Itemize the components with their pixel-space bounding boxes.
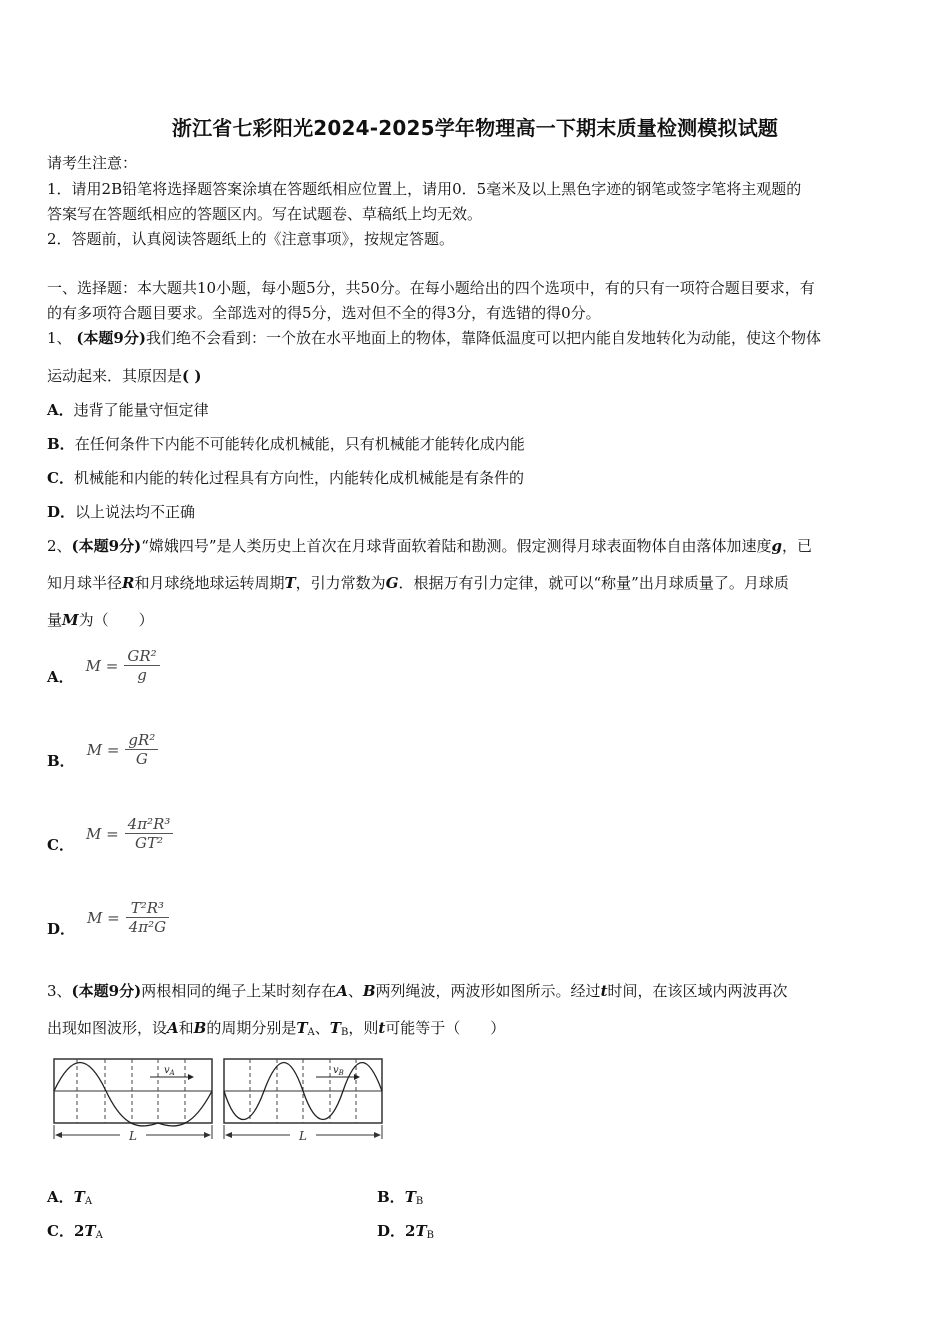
question-text: 时间，在该区域内两波再次 — [607, 982, 788, 1000]
length-label: L — [299, 1129, 307, 1143]
arrowhead — [55, 1132, 62, 1138]
option-text: 违背了能量守恒定律 — [73, 401, 209, 419]
arrowhead — [374, 1132, 381, 1138]
variable: A — [167, 1019, 179, 1037]
length-label: L — [129, 1129, 137, 1143]
velocity-label-a — [164, 1065, 175, 1077]
option-label: A． — [47, 668, 74, 686]
question-text: 两根相同的绳子上某时刻存在 — [141, 982, 337, 1000]
option-label: A． — [47, 1188, 74, 1206]
variable: t — [600, 982, 608, 1000]
question-1-stem-a — [47, 327, 821, 348]
question-2-stem-c — [47, 609, 154, 630]
velocity-symbol: v — [333, 1065, 339, 1076]
question-score: (本题9分) — [76, 329, 146, 347]
formula-fraction — [124, 647, 159, 684]
q2-option-d[interactable] — [47, 896, 169, 939]
variable: T — [284, 574, 296, 592]
variable: M — [62, 611, 79, 629]
formula-lhs: M = — [85, 656, 119, 675]
question-1-stem-b — [47, 365, 201, 386]
velocity-subscript: B — [338, 1069, 344, 1077]
option-label: D． — [47, 920, 76, 938]
question-text: 知月球半径 — [47, 574, 123, 592]
formula-fraction — [125, 815, 174, 852]
option-label: C． — [47, 469, 74, 487]
velocity-symbol: v — [164, 1065, 170, 1076]
question-text: 我们绝不会看到：一个放在水平地面上的物体，靠降低温度可以把内能自发地转化为动能，使这个物体 — [145, 329, 821, 347]
denominator: g — [137, 666, 147, 684]
section-heading-a: 一、选择题：本大题共10小题，每小题5分，共50分。在每小题给出的四个选项中，有的只有一项符合题目要求，有 — [47, 279, 815, 297]
q3-option-d[interactable] — [377, 1220, 434, 1241]
q1-option-b[interactable] — [47, 433, 525, 454]
question-score: (本题9分) — [71, 537, 142, 555]
numerator: gR² — [125, 731, 158, 750]
question-text: 、 — [314, 1019, 330, 1037]
wave-panel-b — [224, 1059, 382, 1143]
subscript: A — [307, 1027, 315, 1038]
option-label: C． — [47, 836, 74, 854]
formula-fraction — [125, 731, 158, 768]
formula-lhs: M = — [86, 740, 120, 759]
question-2-stem-a — [47, 535, 812, 556]
denominator: GT² — [135, 834, 164, 852]
variable: T — [73, 1188, 85, 1206]
page-title: 浙江省七彩阳光2024-2025学年物理高一下期末质量检测模拟试题 — [171, 116, 779, 140]
q2-option-a[interactable] — [47, 644, 160, 687]
arrowhead — [225, 1132, 232, 1138]
option-coefficient: 2 — [73, 1222, 85, 1240]
option-label: A． — [47, 401, 74, 419]
variable: B — [193, 1019, 207, 1037]
question-2-stem-b — [47, 572, 789, 593]
question-text: 为（ ） — [78, 611, 154, 629]
subscript: B — [340, 1027, 349, 1038]
question-number: 3、 — [47, 982, 72, 1000]
variable: G — [385, 574, 399, 592]
q2-option-b[interactable] — [47, 728, 158, 771]
question-text: 、 — [347, 982, 363, 1000]
variable: B — [362, 982, 376, 1000]
variable: T — [329, 1019, 341, 1037]
option-label: D． — [377, 1222, 406, 1240]
arrowhead — [354, 1074, 360, 1080]
question-text: 和月球绕地球运转周期 — [134, 574, 285, 592]
question-text: 的周期分别是 — [206, 1019, 297, 1037]
question-number: 2、 — [47, 537, 72, 555]
wave-panel-a — [54, 1059, 212, 1143]
question-text: ，则 — [348, 1019, 379, 1037]
numerator: T²R³ — [126, 899, 169, 918]
q3-option-a[interactable] — [47, 1186, 92, 1207]
q3-option-b[interactable] — [377, 1186, 423, 1207]
subscript: B — [415, 1196, 424, 1207]
question-text: ，已 — [782, 537, 813, 555]
question-3-stem-a — [47, 980, 788, 1001]
question-text: ，引力常数为 — [295, 574, 386, 592]
q1-option-a[interactable] — [47, 399, 209, 420]
option-label: B． — [377, 1188, 405, 1206]
variable: t — [378, 1019, 386, 1037]
notice-item-2: 2．答题前，认真阅读答题纸上的《注意事项》，按规定答题。 — [47, 230, 455, 248]
question-text: 可能等于（ ） — [385, 1019, 506, 1037]
question-text: 运动起来．其原因是 — [47, 367, 183, 385]
variable: A — [336, 982, 348, 1000]
wave-figure — [50, 1055, 386, 1147]
variable: R — [122, 574, 135, 592]
notice-item-1a: 1．请用2B铅笔将选择题答案涂填在答题纸相应位置上，请用0．5毫米及以上黑色字迹的钢笔或签字笔将主观题的 — [47, 180, 802, 198]
option-text: 在任何条件下内能不可能转化成机械能，只有机械能才能转化成内能 — [74, 435, 525, 453]
formula-lhs: M = — [85, 824, 119, 843]
denominator: 4π²G — [128, 918, 167, 936]
option-label: B． — [47, 752, 75, 770]
notice-heading: 请考生注意： — [47, 154, 138, 172]
arrowhead — [204, 1132, 211, 1138]
question-text: 两列绳波，两波形如图所示。经过 — [375, 982, 601, 1000]
denominator: G — [135, 750, 148, 768]
q1-option-d[interactable] — [47, 501, 195, 522]
formula-fraction — [126, 899, 169, 936]
option-label: B． — [47, 435, 75, 453]
question-text: “嫦娥四号”是人类历史上首次在月球背面软着陆和勘测。假定测得月球表面物体自由落体加速度 — [141, 537, 772, 555]
question-text: 量 — [47, 611, 63, 629]
velocity-subscript: A — [169, 1069, 175, 1077]
question-text: 出现如图波形，设 — [47, 1019, 168, 1037]
question-3-stem-b — [47, 1017, 505, 1038]
variable: T — [84, 1222, 96, 1240]
arrowhead — [188, 1074, 194, 1080]
option-coefficient: 2 — [405, 1222, 416, 1240]
option-text: 以上说法均不正确 — [75, 503, 196, 521]
wave-curve-a — [54, 1063, 212, 1126]
notice-item-1b: 答案写在答题纸相应的答题区内。写在试题卷、草稿纸上均无效。 — [47, 205, 483, 223]
numerator: GR² — [124, 647, 159, 666]
answer-paren: ( ) — [182, 367, 202, 385]
q2-option-c[interactable] — [47, 812, 173, 855]
variable: T — [296, 1019, 308, 1037]
question-score: (本题9分) — [71, 982, 142, 1000]
question-text: ．根据万有引力定律，就可以“称量”出月球质量了。月球质 — [398, 574, 789, 592]
option-text: 机械能和内能的转化过程具有方向性，内能转化成机械能是有条件的 — [73, 469, 524, 487]
variable: T — [415, 1222, 427, 1240]
subscript: A — [84, 1196, 93, 1207]
question-number: 1、 — [47, 329, 72, 347]
subscript: A — [95, 1230, 103, 1241]
formula-lhs: M = — [87, 908, 120, 927]
variable: T — [404, 1188, 416, 1206]
q1-option-c[interactable] — [47, 467, 524, 488]
variable: g — [771, 537, 783, 555]
velocity-label-b — [333, 1065, 344, 1077]
q3-option-c[interactable] — [47, 1220, 103, 1241]
subscript: B — [426, 1230, 434, 1241]
numerator: 4π²R³ — [125, 815, 174, 834]
question-text: 和 — [178, 1019, 194, 1037]
option-label: D． — [47, 503, 76, 521]
option-label: C． — [47, 1222, 74, 1240]
section-heading-b: 的有多项符合题目要求。全部选对的得5分，选对但不全的得3分，有选错的得0分。 — [47, 304, 601, 322]
